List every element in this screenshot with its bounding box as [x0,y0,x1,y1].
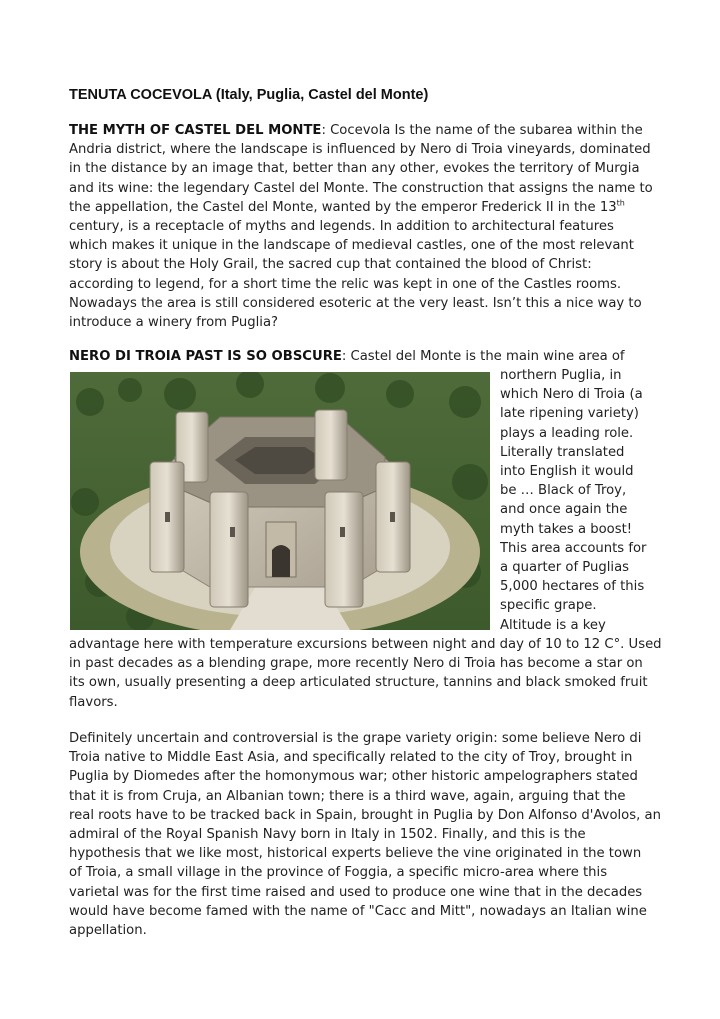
section-heading-myth: THE MYTH OF CASTEL DEL MONTE [69,123,322,138]
castel-del-monte-photo [70,372,490,630]
paragraph-nero-continued: advantage here with temperature excursions between night and day of 10 to 12 C°. Used in past decades as a blending grape, more recently Nero di Troia has become a star on its own, usually presenting a deep articulated structure, tannins and black smoked fruit flavors. [69,637,662,710]
paragraph-origin: Definitely uncertain and controversial is the grape variety origin: some believe Nero di Troia native to Middle East Asia, and specifically related to the city of Troy, brought in Puglia by Diomedes after the homonymous war; other historic ampelographers stated that it is from Cruja, an Albanian town; there is a third wave, again, arguing that the real roots have to be tracked back in Spain, brought in Puglia by Don Alfonso d'Avolos, an admiral of the Royal Spanish Navy born in Italy in 1502. Finally, and this is the hypothesis that we like most, historical experts believe the vine originated in the town of Troia, a small village in the province of Foggia, a specific micro-area where this varietal was for the first time raised and used to produce one wine that in the decades would have become famed with the name of "Cacc and Mitt", nowadays an Italian wine appellation. [69,731,661,939]
paragraph-nero-di-troia: NERO DI TROIA PAST IS SO OBSCURE: Castel del Monte is the main wine area of [69,349,625,364]
paragraph-myth: THE MYTH OF CASTEL DEL MONTE: Cocevola Is the name of the subarea within the Andria district, where the landscape is influenced by Nero di Troia vineyards, dominated in the distance by an image that, better than any other, evokes the territory of Murgia and its wine: the legendary Castel del Monte. The construction that assigns the name to the appellation, the Castel del Monte, wanted by the emperor Frederick II in the 13th century, is a receptacle of myths and legends. In addition to architectural features which makes it unique in the landscape of medieval castles, one of the most relevant story is about the Holy Grail, the sacred cup that contained the blood of Christ: according to legend, for a short time the relic was kept in one of the Castles rooms. Nowadays the area is still considered esoteric at the very least. Isn’t this a nice way to introduce a winery from Puglia? [69,123,653,331]
wrapped-text-column: northern Puglia, in which Nero di Troia (a late ripening variety) plays a leading role. Literally translated into English it would be … Black of Troy, and once again the myth takes a boost! This area accounts for a quarter of Puglias 5,000 hectares of this specific grape. Altitude is a key [500,368,647,633]
section-heading-nero: NERO DI TROIA PAST IS SO OBSCURE [69,349,342,364]
page-title: TENUTA COCEVOLA (Italy, Puglia, Castel del Monte) [69,87,429,103]
superscript-th: th [616,198,625,208]
